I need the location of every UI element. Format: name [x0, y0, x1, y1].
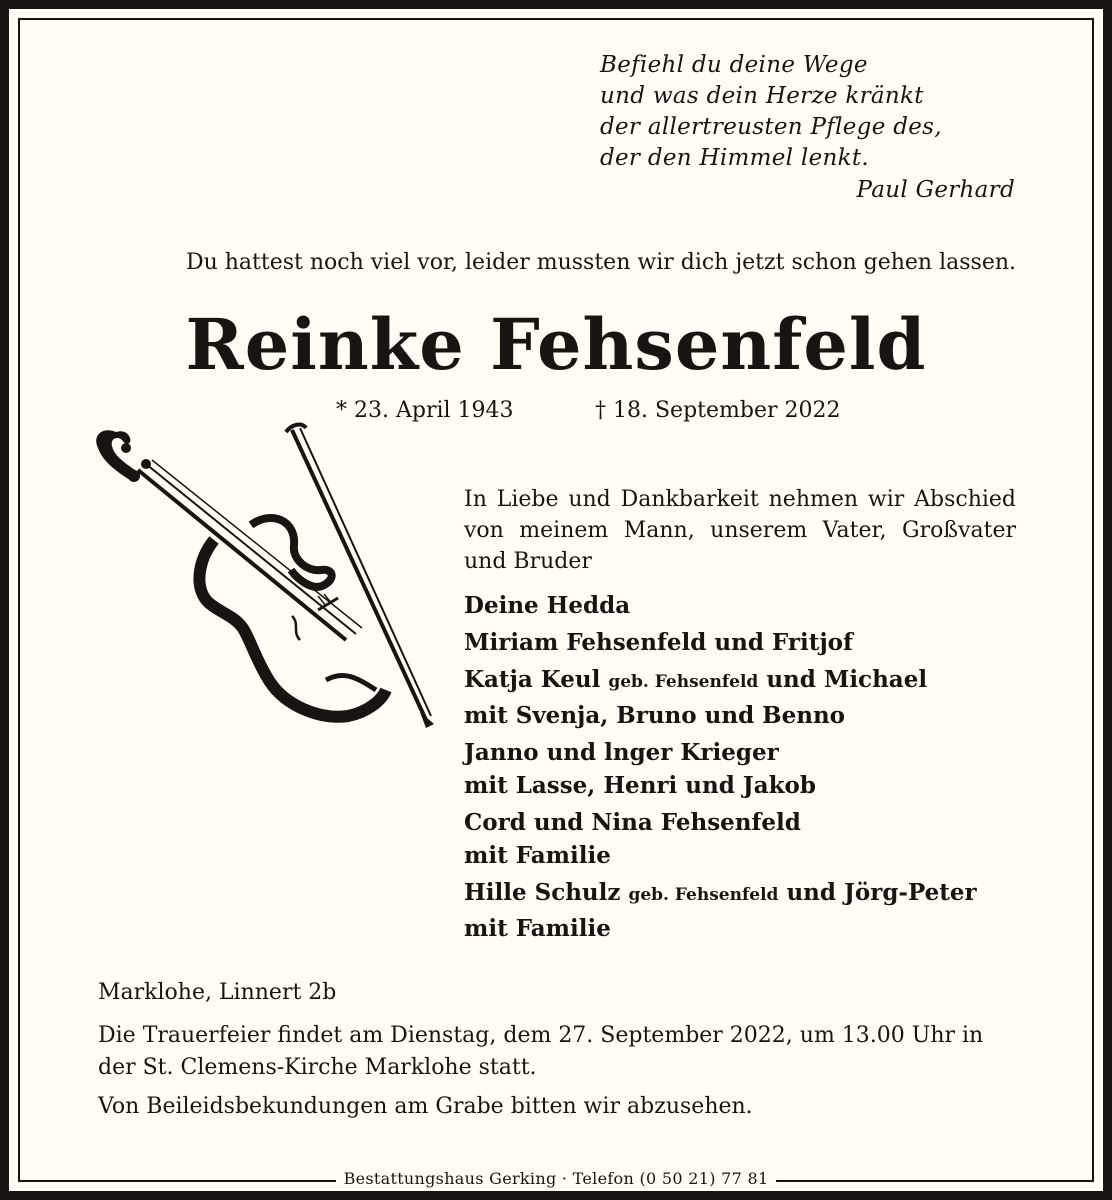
family-name-line — [464, 876, 1064, 912]
deceased-name: Reinke Fehsenfeld — [185, 303, 927, 386]
family-name: Janno und lnger Krieger — [464, 739, 779, 766]
violin-and-bow-icon — [86, 420, 436, 740]
address: Marklohe, Linnert 2b — [98, 980, 337, 1005]
family-name: Katja Keul — [464, 666, 601, 693]
condolence-note: Von Beileidsbekundungen am Grabe bitten wir abzusehen. — [98, 1094, 753, 1119]
quote-line: der allertreusten Pflege des, — [600, 114, 942, 140]
family-entry — [464, 806, 1064, 872]
family-children: mit Lasse, Henri und Jakob — [464, 772, 816, 799]
quote-line: und was dein Herze kränkt — [600, 83, 924, 109]
family-list — [464, 589, 1064, 949]
family-children: mit Familie — [464, 842, 611, 869]
farewell-text: In Liebe und Dankbarkeit nehmen wir Abschied von meinem Mann, unserem Vater, Großvater und Bruder — [464, 487, 1016, 574]
quote-line: der den Himmel lenkt. — [600, 145, 869, 171]
ceremony-info — [98, 1020, 1028, 1084]
funeral-home-footer — [0, 1167, 1112, 1191]
quote-line: Befiehl du deine Wege — [600, 52, 868, 78]
family-name: Miriam Fehsenfeld und Fritjof — [464, 629, 853, 656]
maiden-name: geb. Fehsenfeld — [628, 885, 779, 905]
family-entry — [464, 589, 1064, 622]
footer-text: Bestattungshaus Gerking · Telefon (0 50 21) 77 81 — [336, 1169, 777, 1188]
family-name: und Jörg-Peter — [786, 879, 977, 906]
family-children: mit Svenja, Bruno und Benno — [464, 702, 846, 729]
intro-text: Du hattest noch viel vor, leider mussten wir dich jetzt schon gehen lassen. — [185, 250, 1016, 275]
family-name: Hille Schulz — [464, 879, 621, 906]
quote-author: Paul Gerhard — [856, 177, 1015, 203]
bible-quote — [600, 50, 1020, 206]
death-date: † 18. September 2022 — [595, 398, 841, 423]
family-entry — [464, 736, 1064, 802]
family-name: Deine Hedda — [464, 592, 631, 619]
family-entry — [464, 876, 1064, 945]
ceremony-line: Die Trauerfeier findet am Dienstag, dem 27. September 2022, um 13.00 Uhr in — [98, 1023, 984, 1048]
ceremony-line: der St. Clemens-Kirche Marklohe statt. — [98, 1055, 537, 1080]
maiden-name: geb. Fehsenfeld — [608, 672, 759, 692]
family-entry — [464, 626, 1064, 659]
birth-date: * 23. April 1943 — [336, 398, 514, 423]
family-name: und Michael — [766, 666, 928, 693]
family-name-line — [464, 663, 1064, 699]
family-entry — [464, 663, 1064, 732]
family-children: mit Familie — [464, 915, 611, 942]
family-name: Cord und Nina Fehsenfeld — [464, 809, 801, 836]
